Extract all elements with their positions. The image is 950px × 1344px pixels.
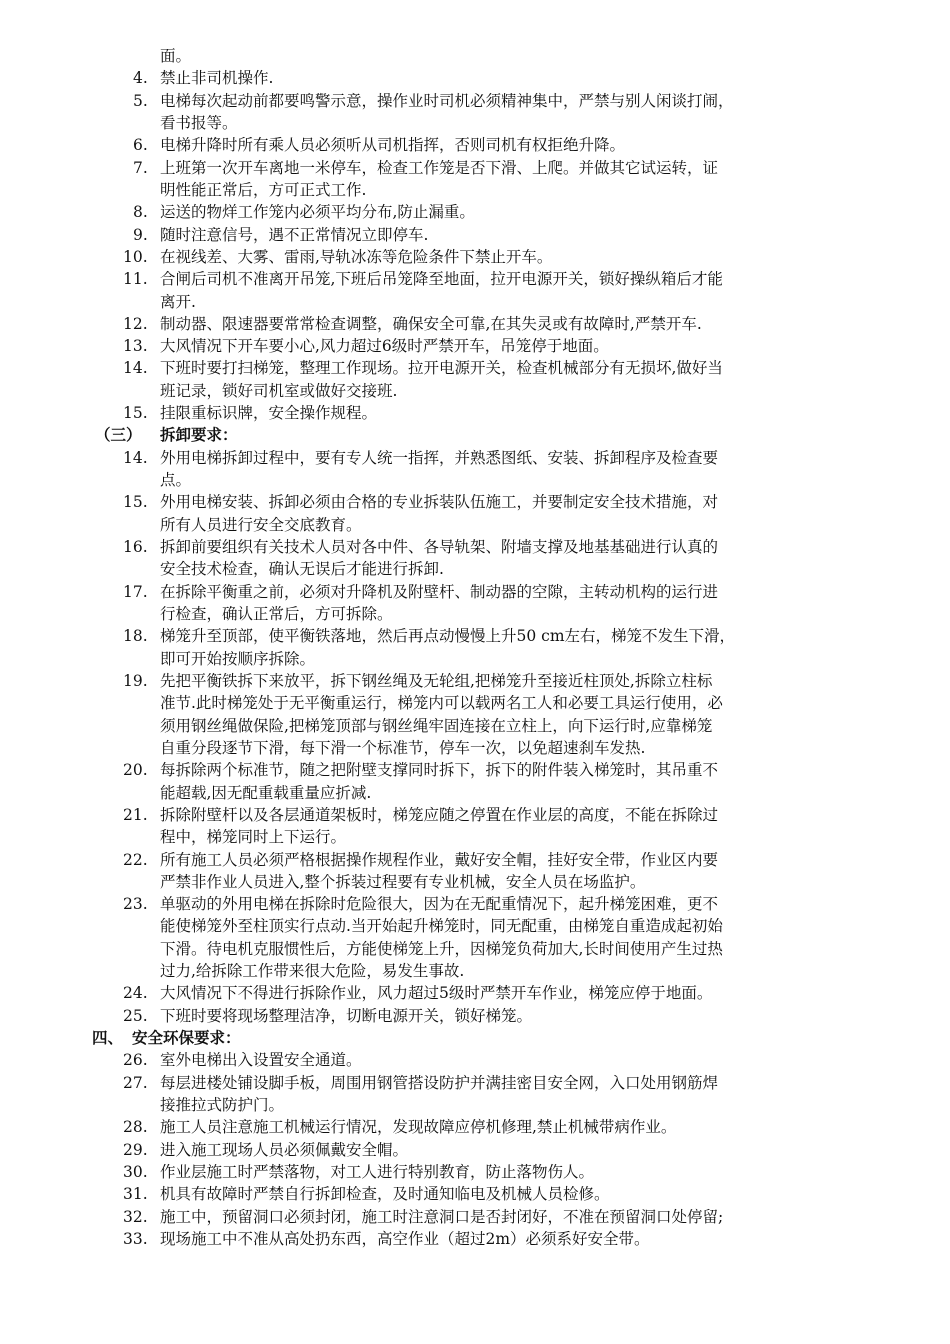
item-text: 合闸后司机不准离开吊笼,下班后吊笼降至地面，拉开电源开关，锁好操纵箱后才能 xyxy=(160,270,723,289)
item-text: 行检查，确认正常后，方可拆除。 xyxy=(160,605,393,623)
item-text: 大风情况下不得进行拆除作业，风力超过5级时严禁开车作业，梯笼应停于地面。 xyxy=(160,984,713,1003)
list-item-continuation xyxy=(0,380,950,402)
item-text: 外用电梯安装、拆卸必须由合格的专业拆装队伍施工，并要制定安全技术措施，对 xyxy=(160,493,719,512)
item-number: 24. xyxy=(123,984,148,1003)
item-text: 所有施工人员必须严格根据操作规程作业，戴好安全帽，挂好安全带，作业区内要 xyxy=(160,850,719,869)
list-item xyxy=(0,201,950,223)
item-text: 看书报等。 xyxy=(160,113,238,132)
item-text: 外用电梯拆卸过程中，要有专人统一指挥，并熟悉图纸、安装、拆卸程序及检查要 xyxy=(160,448,719,467)
item-text: 点。 xyxy=(160,471,192,490)
item-text: 现场施工中不准从高处扔东西，高空作业（超过2m）必须系好安全带。 xyxy=(160,1229,650,1248)
list-item xyxy=(0,268,950,290)
section-heading xyxy=(0,1027,950,1049)
item-number: 20. xyxy=(123,761,148,780)
item-text: 拆除附壁杆以及各层通道架板时，梯笼应随之停置在作业层的高度，不能在拆除过 xyxy=(160,805,719,824)
list-item-continuation xyxy=(0,782,950,804)
item-number: 30. xyxy=(123,1163,148,1181)
item-number: 33. xyxy=(123,1229,148,1248)
list-item xyxy=(0,1228,950,1250)
list-item-continuation xyxy=(0,514,950,536)
item-number: 26. xyxy=(123,1051,148,1070)
list-item-continuation xyxy=(0,715,950,737)
list-item xyxy=(0,67,950,89)
item-text: 能超载,因无配重载重量应折减. xyxy=(160,783,372,802)
list-item xyxy=(0,491,950,513)
list-item xyxy=(0,1005,950,1027)
item-text: 运送的物烊工作笼内必须平均分布,防止漏重。 xyxy=(160,203,475,222)
item-number: 17. xyxy=(123,582,148,601)
item-text: 作业层施工时严禁落物，对工人进行特别教育，防止落物伤人。 xyxy=(160,1163,595,1181)
item-text: 接推拉式防护门。 xyxy=(160,1096,285,1115)
item-text: 须用钢丝绳做保险,把梯笼顶部与钢丝绳牢固连接在立柱上，向下运行时,应靠梯笼 xyxy=(160,716,713,735)
item-text: 明性能正常后，方可正式工作. xyxy=(160,180,367,199)
item-text: 拆卸前要组织有关技术人员对各中件、各导轨架、附墙支撑及地基基础进行认真的 xyxy=(160,538,719,557)
list-item xyxy=(0,90,950,112)
item-number: 12. xyxy=(123,314,148,333)
item-number: 14. xyxy=(123,448,148,467)
item-text: 施工中，预留洞口必须封闭，施工时注意洞口是否封闭好，不准在预留洞口处停留; xyxy=(160,1207,724,1226)
item-text: 电梯升降时所有乘人员必须听从司机指挥，否则司机有权拒绝升降。 xyxy=(160,136,626,155)
item-number: 23. xyxy=(123,895,148,914)
item-text: 梯笼升至顶部，使平衡铁落地，然后再点动慢慢上升50 cm左右，梯笼不发生下滑， xyxy=(160,627,736,646)
item-text: 下班时要将现场整理洁净，切断电源开关，锁好梯笼。 xyxy=(160,1006,533,1025)
item-number: 14. xyxy=(123,359,148,378)
list-item-continuation xyxy=(0,603,950,625)
list-item-continuation xyxy=(0,737,950,759)
item-text: 能使梯笼外至柱顶实行点动.当开始起升梯笼时，同无配重，由梯笼自重造成起初始 xyxy=(160,917,723,936)
item-text: 所有人员进行安全交底教育。 xyxy=(160,515,362,534)
list-item xyxy=(0,224,950,246)
item-number: 8. xyxy=(133,203,148,222)
item-text: 在视线差、大雾、雷雨,导轨冰冻等危险条件下禁止开车。 xyxy=(160,247,553,266)
item-text: 机具有故障时严禁自行拆卸检查，及时通知临电及机械人员检修。 xyxy=(160,1185,610,1204)
list-item xyxy=(0,893,950,915)
item-number: 7. xyxy=(133,158,148,177)
item-text: 程中，梯笼同时上下运行。 xyxy=(160,828,347,847)
item-text: 下滑。待电机克服惯性后，方能使梯笼上升，因梯笼负荷加大,长时间使用产生过热 xyxy=(160,939,723,958)
item-number: 15. xyxy=(123,493,148,512)
list-item-continuation xyxy=(0,469,950,491)
item-text: 上班第一次开车离地一米停车，检查工作笼是否下滑、上爬。并做其它试运转，证 xyxy=(160,158,719,177)
list-item-continuation xyxy=(0,648,950,670)
list-item xyxy=(0,246,950,268)
list-item-continuation xyxy=(0,1094,950,1116)
item-number: 19. xyxy=(123,671,148,690)
list-item xyxy=(0,536,950,558)
list-item xyxy=(0,982,950,1004)
list-item-continuation xyxy=(0,179,950,201)
item-number: 16. xyxy=(123,538,148,557)
item-number: 6. xyxy=(133,136,148,155)
list-item-continuation xyxy=(0,45,950,67)
list-item-continuation xyxy=(0,112,950,134)
list-item-continuation xyxy=(0,826,950,848)
list-item-continuation xyxy=(0,871,950,893)
list-item xyxy=(0,1072,950,1094)
list-item xyxy=(0,157,950,179)
item-text: 离开. xyxy=(160,292,196,311)
list-item xyxy=(0,670,950,692)
item-text: 施工人员注意施工机械运行情况，发现故障应停机修理,禁止机械带病作业。 xyxy=(160,1118,677,1137)
item-text: 每拆除两个标准节，随之把附壁支撑同时拆下，拆下的附件装入梯笼时，其吊重不 xyxy=(160,761,719,780)
item-number: 10. xyxy=(123,247,148,266)
list-item-continuation xyxy=(0,938,950,960)
item-number: 13. xyxy=(123,337,148,356)
item-number: 21. xyxy=(123,805,148,824)
item-number: 9. xyxy=(133,225,148,244)
list-item xyxy=(0,1161,950,1183)
item-number: 29. xyxy=(123,1140,148,1159)
item-text: 即可开始按顺序拆除。 xyxy=(160,649,316,668)
item-text: 班记录，锁好司机室或做好交接班. xyxy=(160,381,398,400)
list-item xyxy=(0,1206,950,1228)
item-text: 大风情况下开车要小心,风力超过6级时严禁开车，吊笼停于地面。 xyxy=(160,337,609,356)
section-title: 安全环保要求： xyxy=(132,1029,241,1048)
item-text: 电梯每次起动前都要鸣警示意，操作业时司机必须精神集中，严禁与别人闲谈打闹， xyxy=(160,91,734,110)
item-text: 每层进楼处铺设脚手板，周围用钢管搭设防护并满挂密目安全网，入口处用钢筋焊 xyxy=(160,1073,719,1092)
item-number: 27. xyxy=(123,1073,148,1092)
item-number: 25. xyxy=(123,1006,148,1025)
item-text: 面。 xyxy=(160,47,192,65)
section-heading xyxy=(0,424,950,446)
item-text: 随时注意信号，遇不正常情况立即停车. xyxy=(160,225,429,244)
item-text: 挂限重标识牌，安全操作规程。 xyxy=(160,404,378,423)
item-number: 5. xyxy=(133,91,148,110)
list-item xyxy=(0,1116,950,1138)
item-text: 进入施工现场人员必须佩戴安全帽。 xyxy=(160,1140,409,1159)
item-text: 过力,给拆除工作带来很大危险，易发生事故. xyxy=(160,962,465,981)
section-title: 拆卸要求： xyxy=(160,426,238,445)
item-number: 11. xyxy=(123,270,148,289)
list-item xyxy=(0,581,950,603)
item-text: 准节.此时梯笼处于无平衡重运行，梯笼内可以载两名工人和必要工具运行使用，必 xyxy=(160,694,723,713)
item-text: 在拆除平衡重之前，必须对升降机及附壁杆、制动器的空隙，主转动机构的运行进 xyxy=(160,582,719,601)
list-item-continuation xyxy=(0,692,950,714)
list-item xyxy=(0,1183,950,1205)
item-text: 制动器、限速器要常常检查调整，确保安全可靠,在其失灵或有故障时,严禁开车. xyxy=(160,314,702,333)
item-text: 室外电梯出入设置安全通道。 xyxy=(160,1051,362,1070)
item-text: 下班时要打扫梯笼，整理工作现场。拉开电源开关，检查机械部分有无损坏,做好当 xyxy=(160,359,723,378)
list-item xyxy=(0,625,950,647)
item-text: 单驱动的外用电梯在拆除时危险很大，因为在无配重情况下，起升梯笼困难，更不 xyxy=(160,895,719,914)
list-item xyxy=(0,335,950,357)
list-item xyxy=(0,849,950,871)
item-number: 32. xyxy=(123,1207,148,1226)
list-item xyxy=(0,447,950,469)
item-text: 严禁非作业人员进入,整个拆装过程要有专业机械，安全人员在场监护。 xyxy=(160,872,646,891)
list-item xyxy=(0,1139,950,1161)
list-item xyxy=(0,759,950,781)
item-text: 自重分段逐节下滑，每下滑一个标准节，停车一次，以免超速刹车发热. xyxy=(160,738,646,757)
item-number: 18. xyxy=(123,627,148,646)
list-item-continuation xyxy=(0,915,950,937)
list-item xyxy=(0,134,950,156)
list-item-continuation xyxy=(0,960,950,982)
section-number: 四、 xyxy=(92,1029,124,1048)
list-item xyxy=(0,402,950,424)
item-number: 31. xyxy=(123,1185,148,1204)
list-item xyxy=(0,1049,950,1071)
list-item xyxy=(0,313,950,335)
list-item-continuation xyxy=(0,291,950,313)
item-text: 先把平衡铁拆下来放平，拆下钢丝绳及无轮组,把梯笼升至接近柱顶处,拆除立柱标 xyxy=(160,671,713,690)
section-number: （三） xyxy=(95,426,142,445)
item-number: 15. xyxy=(123,404,148,423)
item-number: 28. xyxy=(123,1118,148,1137)
item-text: 安全技术检查，确认无误后才能进行拆卸. xyxy=(160,560,444,579)
list-item xyxy=(0,357,950,379)
list-item xyxy=(0,804,950,826)
item-number: 22. xyxy=(123,850,148,869)
item-text: 禁止非司机操作. xyxy=(160,69,274,88)
list-item-continuation xyxy=(0,558,950,580)
item-number: 4. xyxy=(133,69,148,88)
